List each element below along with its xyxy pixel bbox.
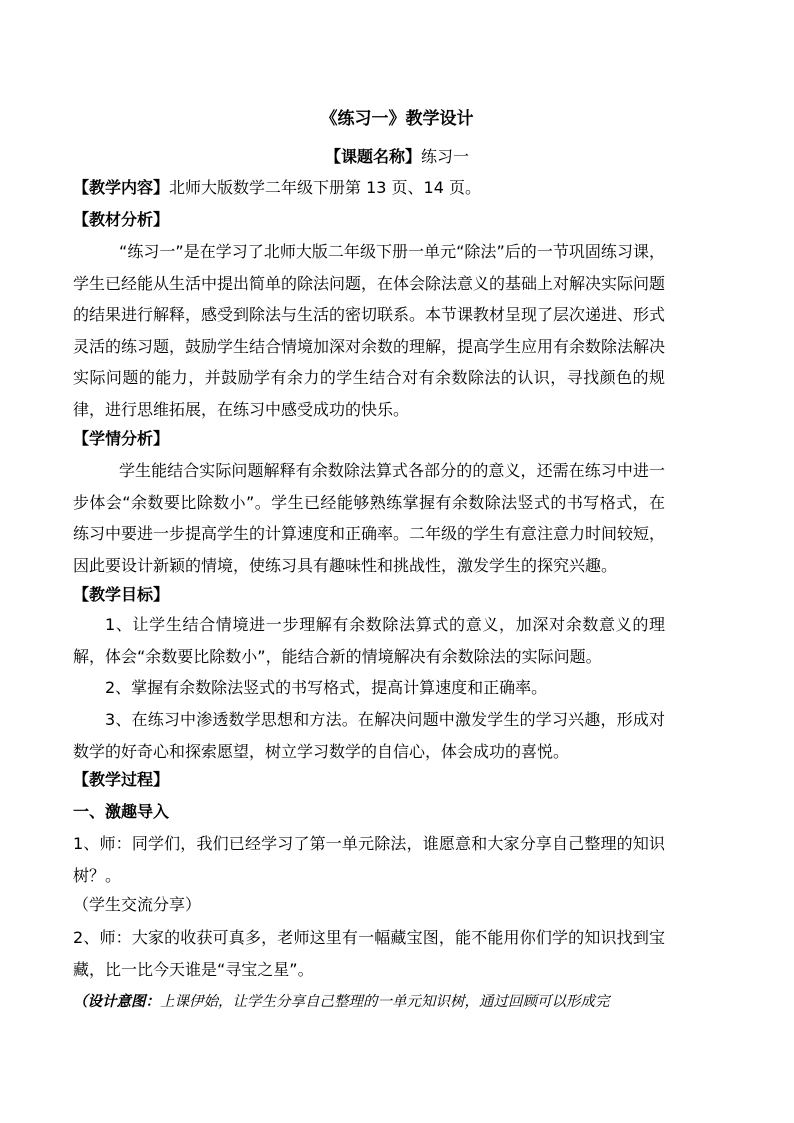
design-intent-text: 上课伊始，让学生分享自己整理的一单元知识树，通过回顾可以形成完 bbox=[160, 994, 610, 1010]
content-line bbox=[73, 176, 665, 199]
process-step-2: 2、师：大家的收获可真多，老师这里有一幅藏宝图，能不能用你们学的知识找到宝藏，比一比今天谁是“寻宝之星”。 bbox=[73, 928, 665, 979]
material-analysis-heading: 【教材分析】 bbox=[73, 210, 170, 229]
objective-item: 2、掌握有余数除法竖式的书写格式，提高计算速度和正确率。 bbox=[105, 678, 548, 697]
student-analysis-paragraph: 学生能结合实际问题解释有余数除法算式各部分的的意义，还需在练习中进一步体会“余数要比除数小”。学生已经能够熟练掌握有余数除法竖式的书写格式，在练习中要进一步提高学生的计算速度和正确率。二年级的学生有意注意力时间较短，因此要设计新颖的情境，使练习具有趣味性和挑战性，激发学生的探究兴趣。 bbox=[73, 461, 666, 575]
content-label: 【教学内容】 bbox=[73, 178, 170, 197]
process-heading: 【教学过程】 bbox=[73, 770, 170, 789]
topic-label: 【课题名称】 bbox=[324, 147, 421, 166]
objective-item: 3、在练习中渗透数学思想和方法。在解决问题中激发学生的学习兴趣，形成对数学的好奇心和探索愿望，树立学习数学的自信心，体会成功的喜悦。 bbox=[73, 710, 665, 761]
process-note: （学生交流分享） bbox=[73, 895, 202, 914]
objectives-heading: 【教学目标】 bbox=[73, 585, 170, 604]
content-value: 北师大版数学二年级下册第 13 页、14 页。 bbox=[169, 178, 481, 197]
objective-item: 1、让学生结合情境进一步理解有余数除法算式的意义，加深对余数意义的理解，体会“余数要比除数小”，能结合新的情境解决有余数除法的实际问题。 bbox=[73, 615, 665, 666]
student-analysis-heading: 【学情分析】 bbox=[73, 429, 170, 448]
design-intent bbox=[73, 990, 673, 1014]
design-intent-lead: （设计意图： bbox=[73, 993, 160, 1010]
material-analysis-paragraph: “练习一”是在学习了北师大版二年级下册一单元“除法”后的一节巩固练习课，学生已经能从生活中提出简单的除法问题，在体会除法意义的基础上对解决实际问题的结果进行解释，感受到除法与生活的密切联系。本节课教材呈现了层次递进、形式灵活的练习题，鼓励学生结合情境加深对余数的理解，提高学生应用有余数除法解决实际问题的能力，并鼓励学有余力的学生结合对有余数除法的认识，寻找颜色的规律，进行思维拓展，在练习中感受成功的快乐。 bbox=[73, 242, 666, 419]
section-heading: 一、激趣导入 bbox=[73, 802, 170, 821]
document-title: 《练习一》教学设计 bbox=[320, 109, 474, 129]
topic-value: 练习一 bbox=[421, 147, 470, 166]
process-step-1: 1、师：同学们，我们已经学习了第一单元除法，谁愿意和大家分享自己整理的知识树？。 bbox=[73, 834, 665, 885]
topic-line bbox=[0, 145, 794, 168]
